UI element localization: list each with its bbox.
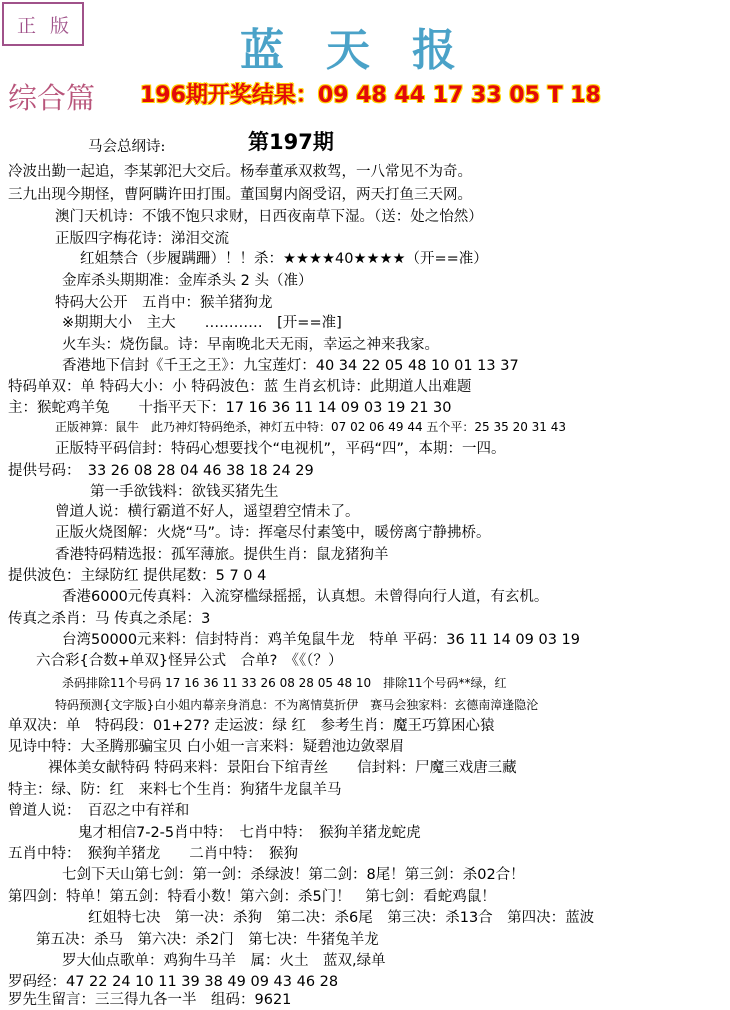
text-line: 曾道人说：横行霸道不好人，遥望碧空情未了。	[55, 504, 360, 520]
text-line: 特码预测{文字版}白小姐内幕亲身消息：不为离情莫折伊 赛马会独家料：玄德南漳逢隐沦	[55, 698, 539, 712]
text-line: 五肖中特： 猴狗羊猪龙 二肖中特： 猴狗	[8, 846, 298, 862]
text-line: 特码单双：单 特码大小：小 特码波色：蓝 生肖玄机诗：此期道人出难题	[8, 379, 472, 395]
text-line: 提供波色：主绿防红 提供尾数：5 7 0 4	[8, 568, 267, 584]
text-line: 红姐禁合（步履蹒跚）！！杀：★★★★40★★★★（开==准）	[80, 251, 488, 267]
text-line: 传真之杀肖：马 传真之杀尾：3	[8, 611, 211, 627]
text-line: 三九出现今期怪，曹阿瞒许田打围。董国舅内阁受诏，两天打鱼三天网。	[8, 187, 472, 203]
issue-number: 第197期	[248, 130, 334, 154]
text-line: 特主：绿、防：红 来料七个生肖：狗猪牛龙鼠羊马	[8, 782, 342, 798]
previous-draw-result: 196期开奖结果：09 48 44 17 33 05 T 18	[140, 83, 601, 108]
text-line: 杀码排除11个号码 17 16 36 11 33 26 08 28 05 48 10 排除11个号码**绿，红	[62, 676, 507, 690]
text-line: 罗码经：47 22 24 10 11 39 38 49 09 43 46 28	[8, 974, 339, 990]
text-line: 火车头：烧伤鼠。诗：早南晚北天无雨，幸运之神来我家。	[62, 337, 439, 353]
text-line: 提供号码： 33 26 08 28 04 46 38 18 24 29	[8, 463, 314, 479]
text-line: 香港地下信封《千王之王》：九宝莲灯：40 34 22 05 48 10 01 13 37	[62, 358, 519, 374]
text-line: 冷波出勤一起追，李某郭汜大交后。杨奉董承双救驾，一八常见不为奇。	[8, 164, 472, 180]
badge-char-2: 版	[49, 14, 69, 37]
text-line: 第五决：杀马 第六决：杀2门 第七决：牛猪兔羊龙	[36, 932, 379, 948]
text-line: 香港6000元传真料：入流穿槛绿摇摇，认真想。未曾得向行人道，有玄机。	[62, 589, 549, 605]
text-line: 正版特平码信封：特码心想要找个“电视机”，平码“四”，本期：一四。	[55, 441, 506, 457]
section-title: 综合篇	[8, 81, 96, 115]
text-line: 马会总纲诗:	[88, 139, 166, 155]
text-line: 曾道人说： 百忍之中有祥和	[8, 803, 190, 819]
text-line: 第一手欲钱料：欲钱买猪先生	[90, 484, 279, 500]
text-line: 正版四字梅花诗：涕泪交流	[55, 231, 229, 247]
text-line: 见诗中特：大圣腾那骗宝贝 白小姐一言来料：疑碧池边敛翠眉	[8, 739, 405, 755]
text-line: 六合彩{合数+单双}怪异公式 合单? 《《（？）	[36, 653, 343, 669]
text-line: 金库杀头期期准：金库杀头 2 头（准）	[62, 273, 313, 289]
text-line: 正版神算：鼠牛 此乃神灯特码绝杀，神灯五中特：07 02 06 49 44 五个平：25 35 20 31 43	[55, 420, 567, 434]
text-line: 罗大仙点歌单：鸡狗牛马羊 属：火土 蓝双,绿单	[62, 953, 386, 969]
text-line: 澳门天机诗：不饿不饱只求财，日西夜南草下湿。（送：处之怡然）	[55, 209, 483, 225]
text-line: 裸体美女献特码 特码来料：景阳台下绾青丝 信封料：尸魔三戏唐三藏	[48, 760, 517, 776]
genuine-edition-badge	[2, 2, 84, 46]
text-line: 香港特码精选报：孤军薄旅。提供生肖：鼠龙猪狗羊	[55, 547, 389, 563]
masthead-title: 蓝天报	[240, 25, 498, 76]
text-line: 第四剑：特单！第五剑：特看小数！第六剑：杀5门！ 第七剑：看蛇鸡鼠！	[8, 889, 496, 905]
text-line: 特码大公开 五肖中：猴羊猪狗龙	[55, 295, 273, 311]
text-line: 正版火烧图解：火烧“马”。诗：挥毫尽付素笺中，暖傍离宁静拂桥。	[55, 525, 491, 541]
text-line: 罗先生留言：三三得九各一半 组码：9621	[8, 992, 292, 1008]
text-line: 七剑下天山第七剑：第一剑：杀绿波！第二剑：8尾！第三剑：杀02合！	[62, 867, 525, 883]
text-line: 鬼才相信7-2-5肖中特： 七肖中特： 猴狗羊猪龙蛇虎	[78, 825, 421, 841]
text-line: 红姐特七决 第一决：杀狗 第二决：杀6尾 第三决：杀13合 第四决：蓝波	[88, 910, 595, 926]
text-line: 台湾50000元来料：信封特肖：鸡羊兔鼠牛龙 特单 平码：36 11 14 09 03 19	[62, 632, 580, 648]
text-line: 主：猴蛇鸡羊兔 十指平天下：17 16 36 11 14 09 03 19 21 30	[8, 400, 452, 416]
text-line: ※期期大小 主大 ………… [开==准]	[62, 315, 342, 331]
text-line: 单双决：单 特码段：01+27? 走运波：绿 红 参考生肖：魔王巧算困心猿	[8, 718, 495, 734]
badge-char-1: 正	[16, 14, 36, 37]
